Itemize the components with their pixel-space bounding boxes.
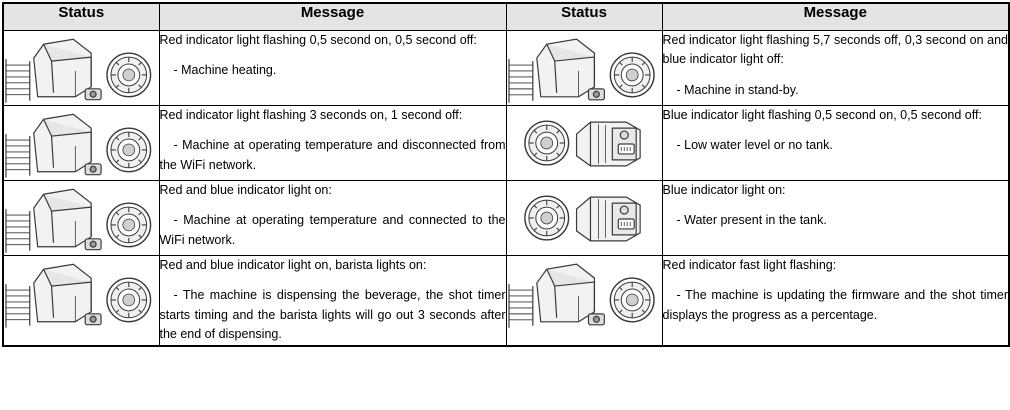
message-line: - Machine at operating temperature and disconnected from the WiFi network. (159, 138, 506, 172)
message-line: - The machine is updating the firmware and the shot timer displays the progress as a percentage. (662, 288, 1008, 322)
control-dial-icon (524, 121, 568, 165)
coffee-machine-front-icon (4, 31, 159, 105)
message-line: Red indicator light flashing 3 seconds on, 1 second off: (159, 108, 463, 122)
table-body (3, 31, 1009, 346)
message-line: Red indicator light flashing 0,5 second on, 0,5 second off: (159, 33, 477, 47)
control-dial-icon (107, 128, 151, 172)
message-cell (159, 181, 506, 256)
message-line: - Machine heating. (173, 63, 277, 78)
table-row (3, 181, 1009, 256)
status-message-table-sheet (0, 2, 1010, 410)
status-illustration-cell (3, 31, 159, 106)
message-cell (159, 106, 506, 181)
control-dial-icon (107, 278, 151, 322)
message-line: - Machine at operating temperature and connected to the WiFi network. (159, 213, 506, 247)
message-cell (662, 31, 1009, 106)
column-header-message-right: Message (662, 3, 1009, 31)
control-dial-icon (107, 203, 151, 247)
message-line: - Machine in stand-by. (676, 82, 799, 97)
table-row (3, 31, 1009, 106)
message-line: - Water present in the tank. (676, 213, 827, 228)
column-header-status-right: Status (506, 3, 662, 31)
message-line: - The machine is dispensing the beverage, the shot timer starts timing and the barista lights will go out 3 seconds after the end of dispensing. (159, 288, 506, 342)
message-line: Red and blue indicator light on: (159, 183, 332, 197)
coffee-machine-front-icon (4, 181, 159, 255)
coffee-machine-front-icon (507, 256, 662, 330)
status-table (2, 2, 1010, 347)
message-cell (159, 256, 506, 346)
status-illustration-cell (506, 256, 662, 346)
coffee-machine-side-icon (507, 106, 662, 180)
message-line: Blue indicator light flashing 0,5 second on, 0,5 second off: (662, 108, 982, 122)
status-illustration-cell (506, 106, 662, 181)
control-dial-icon (610, 53, 654, 97)
status-illustration-cell (3, 181, 159, 256)
control-dial-icon (610, 278, 654, 322)
control-dial-icon (107, 53, 151, 97)
coffee-machine-front-icon (4, 256, 159, 330)
message-cell (662, 181, 1009, 256)
message-line: Blue indicator light on: (662, 183, 786, 197)
column-header-status-left: Status (3, 3, 159, 31)
coffee-machine-side-icon (507, 181, 662, 255)
status-illustration-cell (3, 256, 159, 346)
control-dial-icon (524, 196, 568, 240)
table-row (3, 256, 1009, 346)
message-line: Red indicator light flashing 5,7 seconds off, 0,3 second on and blue indicator light off: (662, 33, 1008, 67)
message-line: Red and blue indicator light on, barista lights on: (159, 258, 427, 272)
message-cell (662, 256, 1009, 346)
message-cell (662, 106, 1009, 181)
message-line: - Low water level or no tank. (676, 138, 833, 153)
status-illustration-cell (506, 31, 662, 106)
message-cell (159, 31, 506, 106)
status-illustration-cell (3, 106, 159, 181)
coffee-machine-front-icon (507, 31, 662, 105)
table-header (3, 3, 1009, 31)
coffee-machine-front-icon (4, 106, 159, 180)
table-row (3, 106, 1009, 181)
status-illustration-cell (506, 181, 662, 256)
column-header-message-left: Message (159, 3, 506, 31)
message-line: Red indicator fast light flashing: (662, 258, 837, 272)
table-header-row (3, 3, 1009, 31)
